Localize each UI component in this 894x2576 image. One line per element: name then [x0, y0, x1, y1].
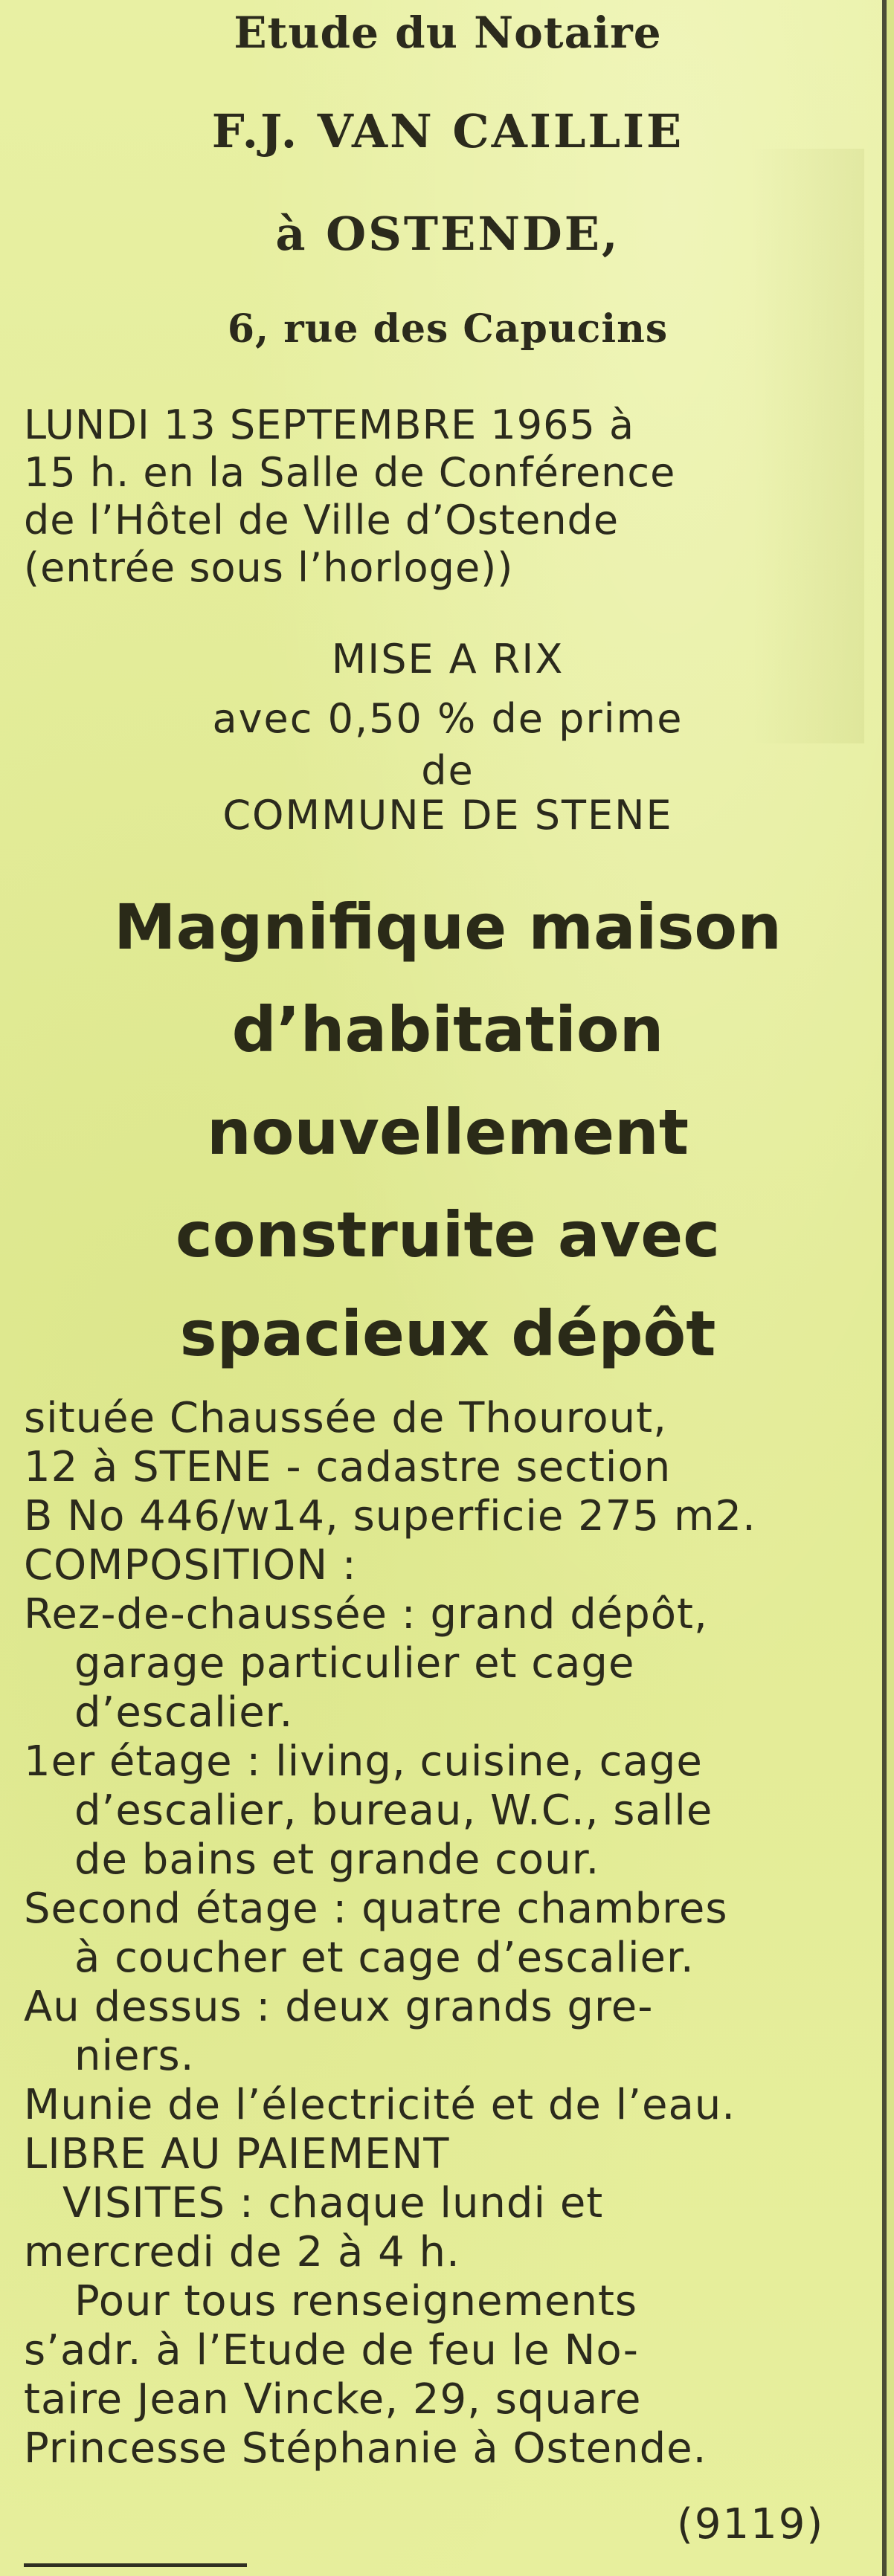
description-line: Rez-de-chaussée : grand dépôt,: [24, 1590, 708, 1639]
notary-name: F.J. VAN CAILLIE: [211, 104, 684, 158]
sale-line: LUNDI 13 SEPTEMBRE 1965 à: [24, 401, 635, 448]
description-line: Au dessus : deux grands gre-: [24, 1983, 654, 2031]
description-line: Munie de l’électricité et de l’eau.: [24, 2081, 736, 2129]
headline-line: spacieux dépôt: [179, 1297, 716, 1370]
description-line: d’escalier, bureau, W.C., salle: [74, 1786, 713, 1835]
description-line: taire Jean Vincke, 29, square: [24, 2375, 642, 2424]
headline-line: construite avec: [175, 1198, 721, 1271]
description-line: garage particulier et cage: [74, 1639, 635, 1688]
sale-line: de l’Hôtel de Ville d’Ostende: [24, 497, 620, 543]
description-line: de bains et grande cour.: [74, 1836, 600, 1884]
property-description: [24, 1394, 872, 2473]
description-line: LIBRE AU PAIEMENT: [24, 2130, 450, 2178]
notary-city: à OSTENDE,: [275, 207, 620, 261]
headline-line: d’habitation: [231, 993, 664, 1066]
description-line: B No 446/w14, superficie 275 m2.: [24, 1492, 756, 1540]
description-line: 12 à STENE - cadastre section: [24, 1443, 672, 1491]
description-line: située Chaussée de Thourout,: [24, 1394, 667, 1442]
description-line: Princesse Stéphanie à Ostende.: [24, 2424, 707, 2473]
description-line: VISITES : chaque lundi et: [62, 2179, 604, 2227]
prime-line: avec 0,50 % de prime: [212, 695, 684, 742]
description-line: Pour tous renseignements: [74, 2277, 638, 2325]
sale-date-location: [24, 401, 846, 592]
description-line: COMPOSITION :: [24, 1541, 357, 1589]
description-line: s’adr. à l’Etude de feu le No-: [24, 2326, 639, 2375]
de-line: de: [421, 747, 475, 794]
notary-address: 6, rue des Capucins: [227, 306, 669, 352]
notary-study-heading: Etude du Notaire: [234, 7, 662, 58]
reference-number: (9119): [677, 2500, 825, 2548]
mise-a-prix: MISE A RIX: [331, 636, 565, 682]
sale-line: (entrée sous l’horloge)): [24, 544, 514, 591]
description-line: à coucher et cage d’escalier.: [74, 1934, 695, 1982]
description-line: Second étage : quatre chambres: [24, 1885, 728, 1933]
sale-line: 15 h. en la Salle de Conférence: [24, 449, 676, 496]
description-line: 1er étage : living, cuisine, cage: [24, 1737, 703, 1786]
bottom-rule: [24, 2563, 247, 2567]
commune-line: COMMUNE DE STENE: [222, 792, 673, 839]
description-line: niers.: [74, 2032, 195, 2080]
headline-line: Magnifique maison: [114, 891, 782, 963]
headline-line: nouvellement: [206, 1096, 689, 1169]
description-line: d’escalier.: [74, 1688, 294, 1737]
adjacent-column-edge: [887, 0, 894, 2576]
description-line: mercredi de 2 à 4 h.: [24, 2228, 460, 2276]
